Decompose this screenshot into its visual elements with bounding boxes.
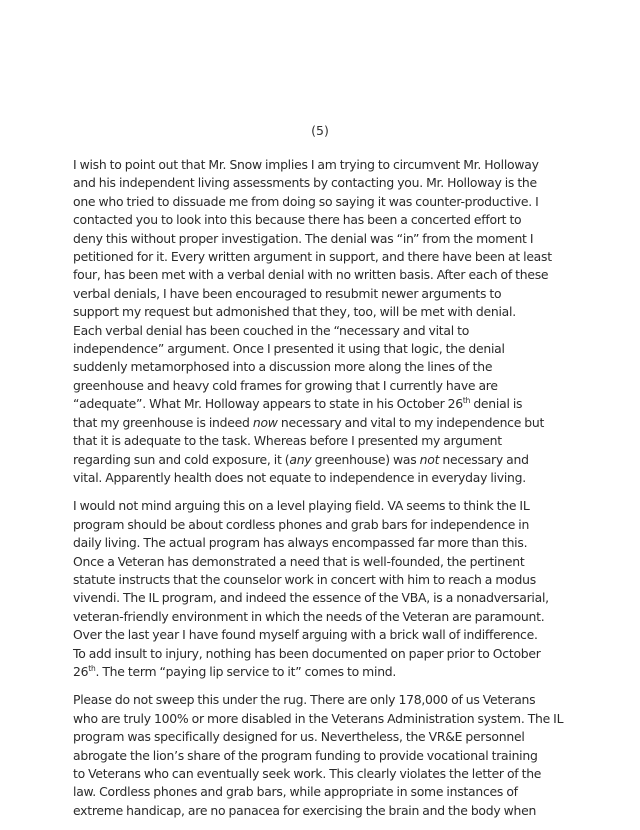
text-line: contacted you to look into this because there has been a concerted effort to (73, 212, 522, 228)
emphasis: any (289, 451, 312, 467)
text-line (73, 451, 613, 469)
text-line: suddenly metamorphosed into a discussion more along the lines of the (73, 359, 493, 375)
text-line: vital. Apparently health does not equate to independence in everyday living. (73, 469, 526, 485)
text-line: I wish to point out that Mr. Snow implies I am trying to circumvent Mr. Holloway (73, 157, 539, 172)
text-line (73, 395, 613, 413)
text-line: veteran-friendly environment in which the needs of the Veteran are paramount. (73, 608, 545, 624)
text-line: petitioned for it. Every written argument in support, and there have been at least (73, 249, 552, 265)
text-line: To add insult to injury, nothing has been documented on paper prior to October (73, 645, 541, 661)
text-segment: . The term “paying lip service to it” comes to mind. (95, 663, 397, 679)
text-line: Each verbal denial has been couched in the “necessary and vital to (73, 322, 470, 338)
text-line: greenhouse and heavy cold frames for growing that I currently have are (73, 377, 498, 393)
text-line: support my request but admonished that they, too, will be met with denial. (73, 304, 516, 320)
text-line: verbal denials, I have been encouraged to resubmit newer arguments to (73, 285, 502, 301)
paragraph-2 (73, 497, 613, 681)
text-segment: 26 (73, 663, 89, 679)
text-segment: that my greenhouse is indeed (73, 414, 253, 430)
text-line: independence” argument. Once I presented it using that logic, the denial (73, 341, 505, 357)
text-line: Once a Veteran has demonstrated a need that is well-founded, the pertinent (73, 553, 525, 569)
text-line: Please do not sweep this under the rug. There are only 178,000 of us Veterans (73, 692, 536, 708)
text-segment: greenhouse) was (311, 451, 420, 467)
letter-body (73, 156, 613, 830)
ordinal-suffix: th (462, 396, 471, 406)
text-line: one who tried to dissuade me from doing so saying it was counter-productive. I (73, 193, 539, 209)
text-line: program should be about cordless phones and grab bars for independence in (73, 516, 530, 532)
text-segment: necessary and (439, 451, 529, 467)
paragraph-3 (73, 691, 613, 820)
paragraph-1 (73, 156, 613, 487)
text-line (73, 414, 613, 432)
page-number: (5) (311, 123, 329, 138)
text-line: to Veterans who can eventually seek work. This clearly violates the letter of the (73, 766, 542, 781)
text-segment: necessary and vital to my independence but (277, 414, 545, 430)
text-line: that it is adequate to the task. Whereas before I presented my argument (73, 433, 502, 449)
ordinal-suffix: th (88, 663, 96, 673)
text-line: vivendi. The IL program, and indeed the essence of the VBA, is a nonadversarial, (73, 590, 549, 606)
text-line: Over the last year I have found myself arguing with a brick wall of indifference. (73, 627, 538, 643)
text-line: and his independent living assessments by contacting you. Mr. Holloway is the (73, 175, 537, 191)
text-line: four, has been met with a verbal denial with no written basis. After each of these (73, 267, 549, 283)
emphasis: not (419, 451, 440, 467)
text-line: I would not mind arguing this on a level playing field. VA seems to think the IL (73, 498, 530, 514)
text-line: extreme handicap, are no panacea for exercising the brain and the body when (73, 802, 537, 818)
text-segment: regarding sun and cold exposure, it ( (73, 451, 290, 467)
text-line: daily living. The actual program has always encompassed far more than this. (73, 535, 528, 551)
text-line: deny this without proper investigation. The denial was “in” from the moment I (73, 230, 534, 246)
text-segment: “adequate”. What Mr. Holloway appears to state in his October 26 (73, 396, 463, 412)
text-line: law. Cordless phones and grab bars, while appropriate in some instances of (73, 784, 518, 800)
text-line: statute instructs that the counselor work in concert with him to reach a modus (73, 571, 536, 587)
emphasis: now (252, 414, 278, 430)
text-line (73, 663, 613, 681)
text-line: abrogate the lion’s share of the program funding to provide vocational training (73, 747, 538, 763)
text-segment: denial is (470, 396, 523, 412)
text-line: program was specifically designed for us. Nevertheless, the VR&E personnel (73, 729, 525, 745)
text-line: who are truly 100% or more disabled in the Veterans Administration system. The IL (73, 710, 564, 726)
